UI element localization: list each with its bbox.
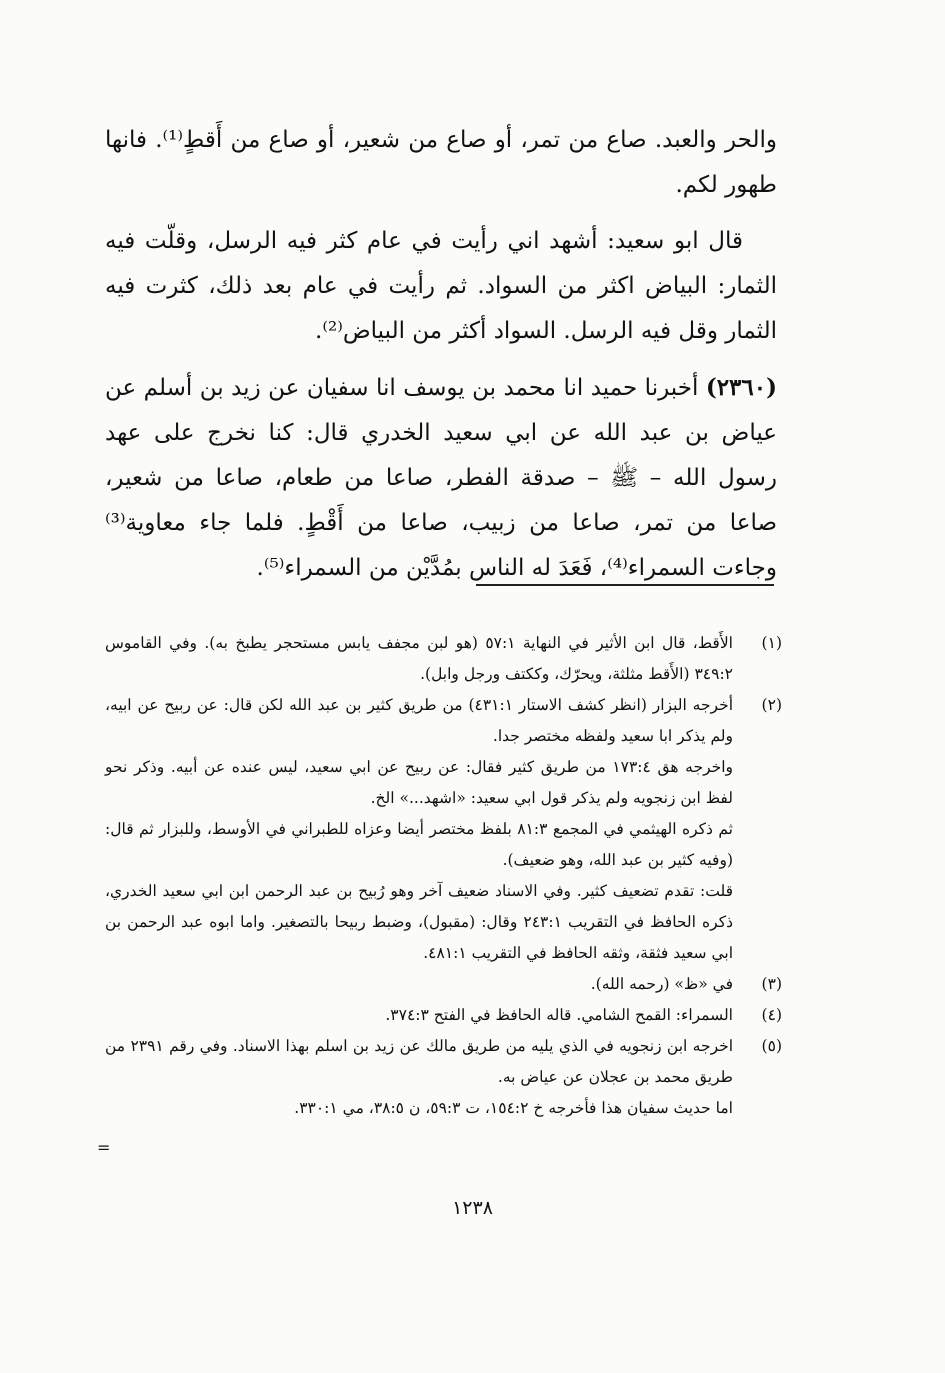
footnote-paragraph: في «ظ» (رحمه الله). bbox=[590, 975, 733, 993]
hadith-number: (٢٣٦٠) bbox=[705, 374, 778, 401]
footnote-divider bbox=[476, 584, 774, 586]
paragraph-1: والحر والعبد. صاع من تمر، أو صاع من شعير، أو صاع من أَقطٍ⁽¹⁾. فانها طهور لكم. bbox=[105, 127, 777, 198]
footnote-paragraph: السمراء: القمح الشامي. قاله الحافظ في الفتح ٣٧٤:٣. bbox=[385, 1006, 733, 1024]
footnote-marker: (٢) bbox=[761, 696, 782, 714]
footnote-body bbox=[105, 1031, 733, 1124]
footnote-paragraph: أخرجه البزار (انظر كشف الاستار ٤٣١:١) من طريق كثير بن عبد الله لكن قال: عن ربيح عن ابيه، ولم يذكر ابا سعيد ولفظه مختصر جدا. bbox=[105, 696, 733, 745]
footnote-marker: (٣) bbox=[761, 975, 782, 993]
footnote-paragraph: الأَقط، قال ابن الأثير في النهاية ٥٧:١ (هو لبن مجفف يابس مستحجر يطبخ به). وفي القاموس ٣٤٩:٢ (الأَقط مثلثة، ويحرّك، وككتف ورجل وابل). bbox=[105, 634, 733, 683]
paragraph-3 bbox=[105, 365, 777, 591]
footnote bbox=[105, 1031, 782, 1124]
footnote-marker: (١) bbox=[761, 634, 782, 652]
page-number: ١٢٣٨ bbox=[452, 1197, 493, 1219]
footnotes bbox=[105, 628, 782, 1124]
footnote-paragraph: ثم ذكره الهيثمي في المجمع ٨١:٣ بلفظ مختصر أيضا وعزاه للطبراني في الأوسط، وللبزار ثم قال: (وفيه كثير بن عبد الله، وهو ضعيف). bbox=[105, 820, 733, 869]
footnote-body bbox=[105, 628, 733, 690]
hadith-text: أخبرنا حميد انا محمد بن يوسف انا سفيان عن زيد بن أسلم عن عياض بن عبد الله عن ابي سعيد الخدري قال: كنا نخرج على عهد رسول الله – ﷺ – صدقة الفطر، صاعا من طعام، صاعا من شعير، صاعا من تمر، صاعا من زبيب، صاعا من أَقْطٍ. فلما جاء معاوية⁽³⁾ وجاءت السمراء⁽⁴⁾، فَعَدَ له الناس بمُدَّيْن من السمراء⁽⁵⁾. bbox=[105, 375, 777, 581]
footnote-paragraph: قلت: تقدم تضعيف كثير. وفي الاسناد ضعيف آخر وهو رُبيح بن عبد الرحمن ابن ابي سعيد الخدري، ذكره الحافظ في التقريب ٢٤٣:١ وقال: (مقبول)، وضبط ربيحا بالتصغير. واما ابوه عبد الرحمن بن ابي سعيد فثقة، وثقه الحافظ في التقريب ٤٨١:١. bbox=[105, 882, 733, 962]
footnote bbox=[105, 1000, 782, 1031]
footnote-marker: (٥) bbox=[761, 1037, 782, 1055]
main-text bbox=[105, 118, 777, 591]
footnote-body bbox=[105, 1000, 733, 1031]
footnote-paragraph: واخرجه هق ١٧٣:٤ من طريق كثير فقال: عن ربيح عن ابي سعيد، ليس عنده عن أبيه. وذكر نحو لفظ ابن زنجويه ولم يذكر قول ابي سعيد: «اشهد...» الخ. bbox=[105, 758, 733, 807]
footnote bbox=[105, 690, 782, 969]
footnote-body bbox=[105, 969, 733, 1000]
footnote-marker: (٤) bbox=[761, 1006, 782, 1024]
footnote-paragraph: اما حديث سفيان هذا فأخرجه خ ١٥٤:٢، ت ٥٩:٣، ن ٣٨:٥، مي ٣٣٠:١. bbox=[294, 1099, 733, 1117]
footnote-body bbox=[105, 690, 733, 969]
continuation-mark: = bbox=[97, 1138, 111, 1157]
footnote-paragraph: اخرجه ابن زنجويه في الذي يليه من طريق مالك عن زيد بن اسلم بهذا الاسناد. وفي رقم ٢٣٩١ من طريق محمد بن عجلان عن عياض به. bbox=[105, 1037, 734, 1086]
footnote bbox=[105, 969, 782, 1000]
paragraph-2: قال ابو سعيد: أشهد اني رأيت في عام كثر فيه الرسل، وقلّت فيه الثمار: البياض اكثر من السواد. ثم رأيت في عام بعد ذلك، كثرت فيه الثمار وقل فيه الرسل. السواد أكثر من البياض⁽²⁾. bbox=[105, 228, 777, 344]
footnote bbox=[105, 628, 782, 690]
